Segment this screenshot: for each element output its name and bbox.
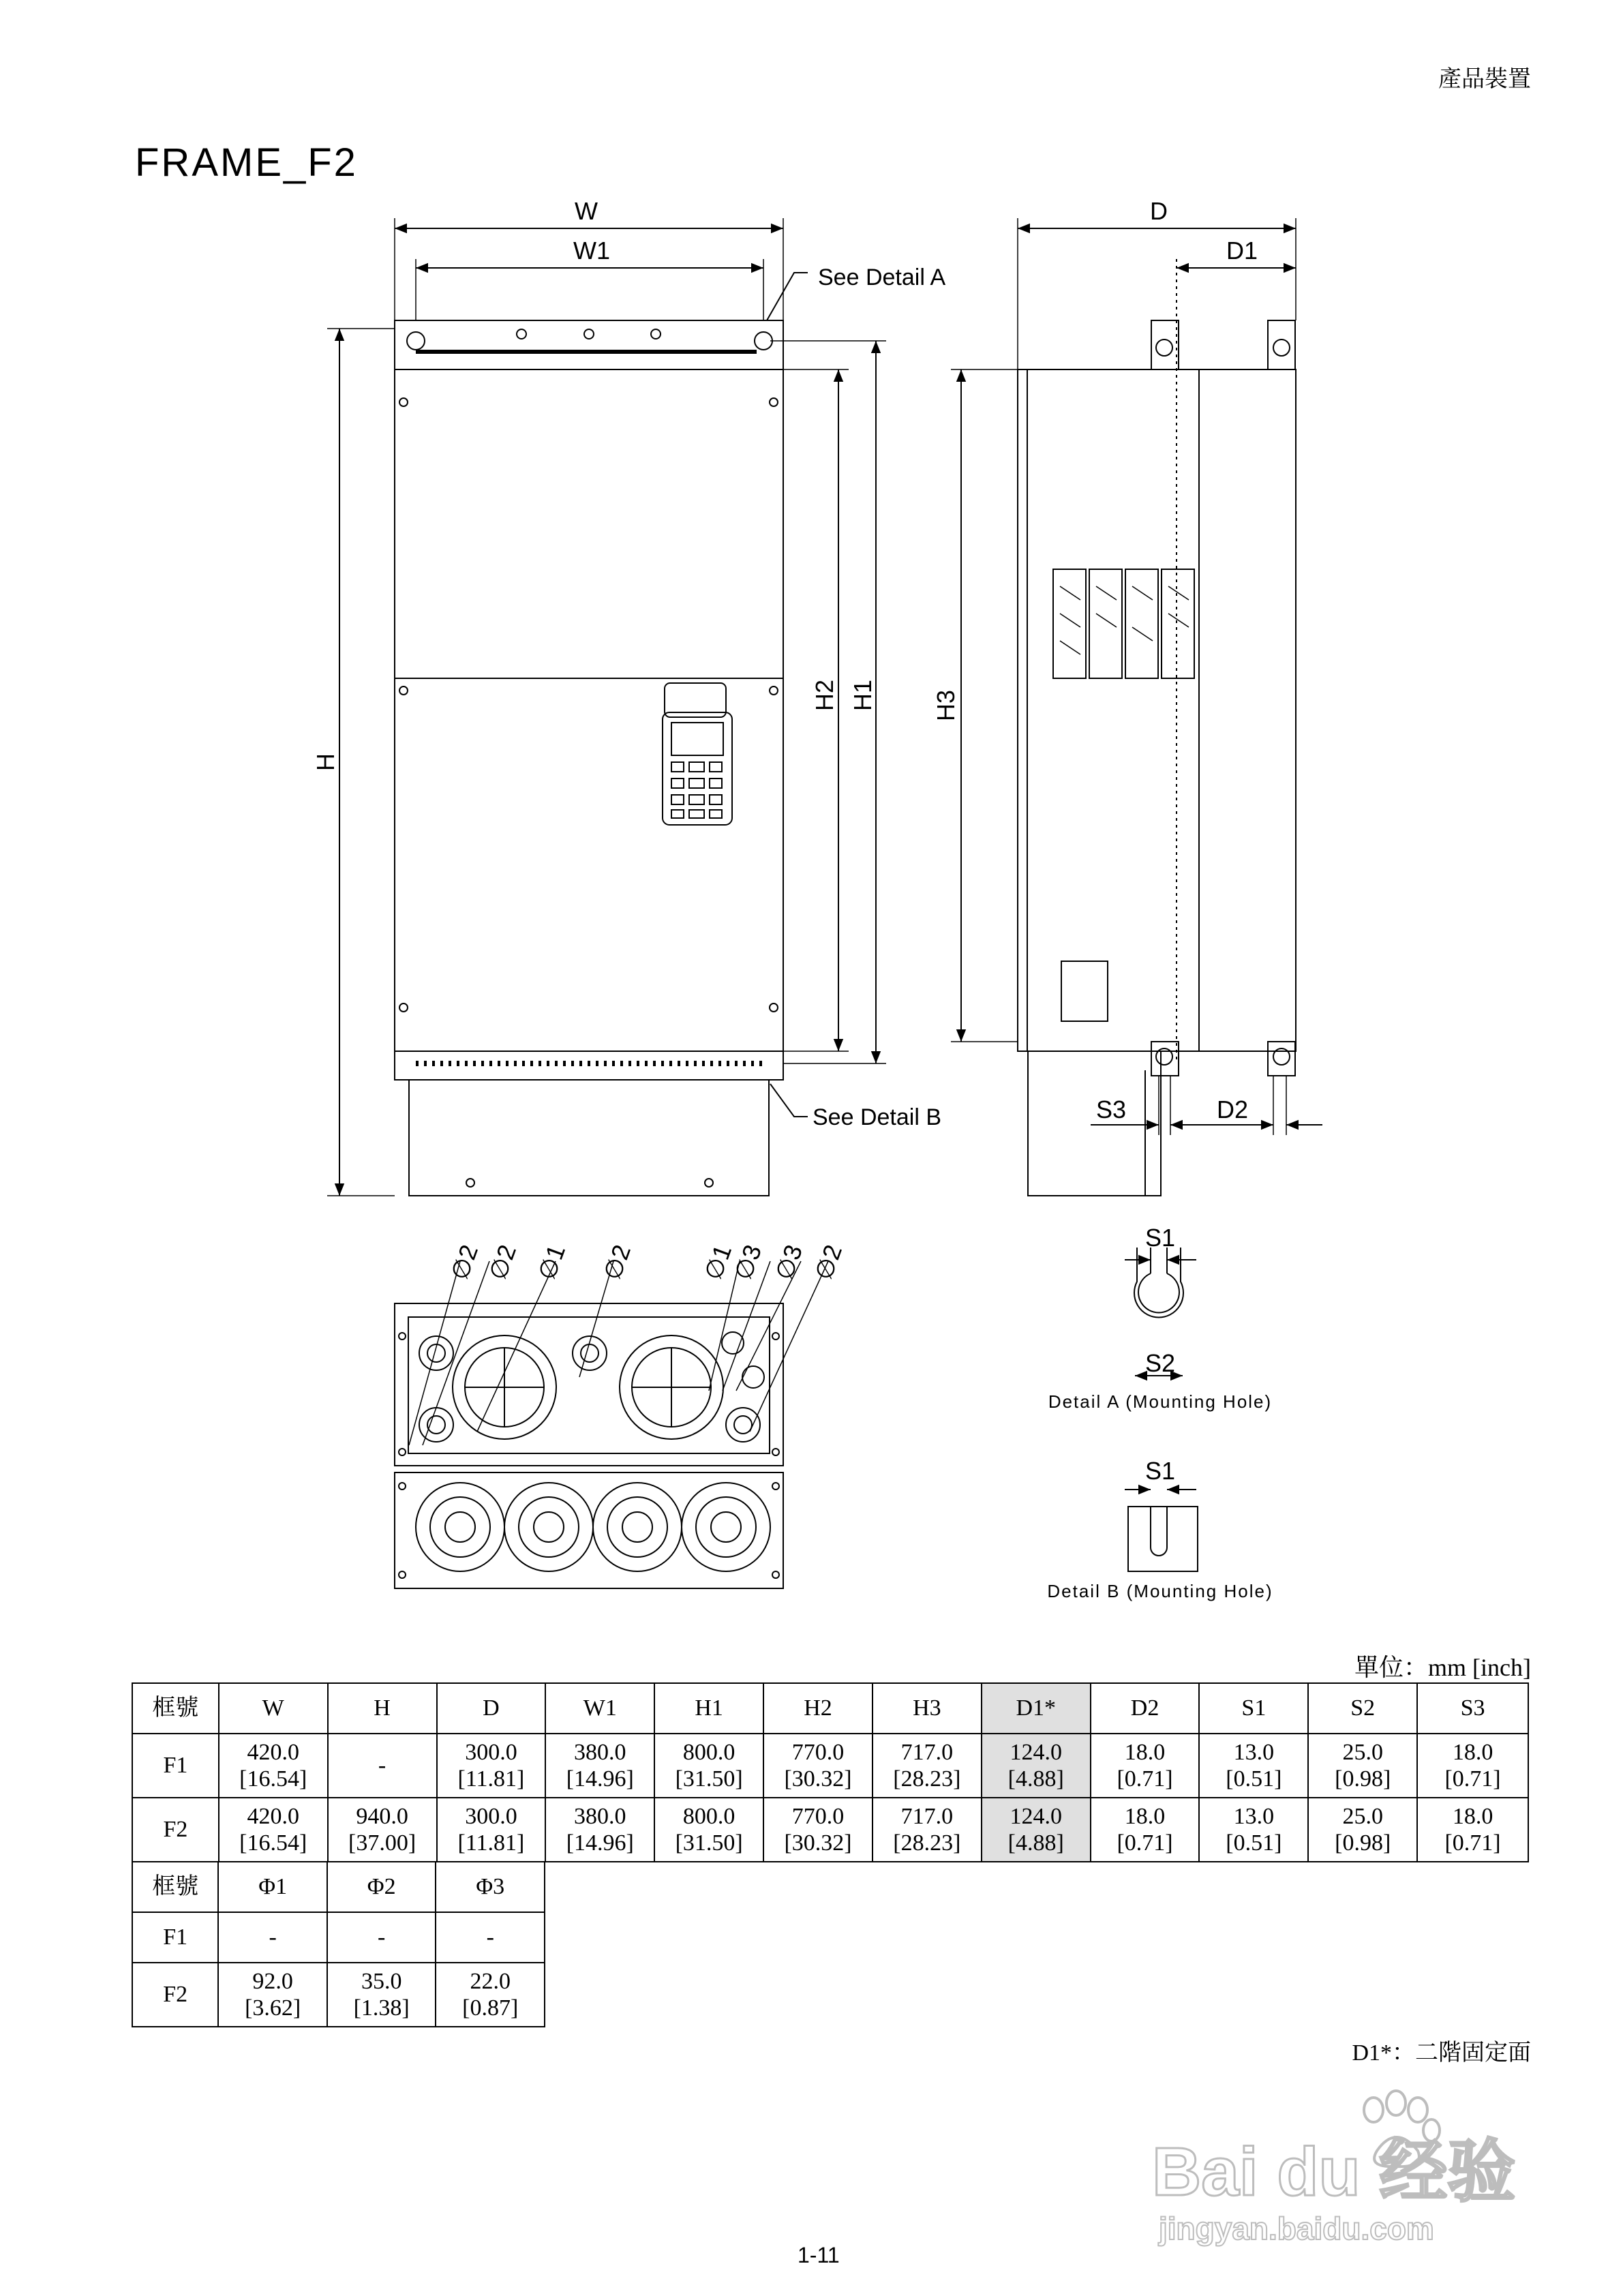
unit-label: 單位：mm [inch] <box>1354 1654 1531 1681</box>
value-cell: 25.0 [0.98] <box>1308 1734 1417 1798</box>
value-cell: 25.0 [0.98] <box>1308 1798 1417 1862</box>
page-number: 1-11 <box>798 2243 840 2267</box>
label-D2: D2 <box>1216 1096 1249 1123</box>
header-cell: S3 <box>1417 1683 1528 1734</box>
label-phi1-b: ∅1 <box>698 1241 738 1284</box>
table-header-row <box>132 1862 545 1912</box>
label-W1: W1 <box>573 237 610 265</box>
label-H3: H3 <box>932 689 960 722</box>
hole-diameter-table <box>132 1861 545 2027</box>
header-cell: W1 <box>545 1683 654 1734</box>
value-cell: 18.0 [0.71] <box>1091 1798 1200 1862</box>
value-cell: 13.0 [0.51] <box>1199 1798 1308 1862</box>
value-cell: - <box>327 1912 436 1963</box>
label-S3: S3 <box>1095 1096 1127 1123</box>
frame-cell: F1 <box>132 1912 218 1963</box>
value-cell: 22.0 [0.87] <box>436 1963 545 2027</box>
watermark-logo <box>1145 2086 1527 2250</box>
value-cell: 420.0 [16.54] <box>219 1798 328 1862</box>
header-cell: H <box>328 1683 437 1734</box>
value-cell: 800.0 [31.50] <box>654 1798 763 1862</box>
header-cell: Φ1 <box>218 1862 327 1912</box>
value-cell: 717.0 [28.23] <box>873 1734 982 1798</box>
value-cell: 35.0 [1.38] <box>327 1963 436 2027</box>
table-row <box>132 1963 545 2027</box>
header-cell: D2 <box>1091 1683 1200 1734</box>
value-cell: 770.0 [30.32] <box>763 1734 873 1798</box>
header-cell: H3 <box>873 1683 982 1734</box>
value-cell: 18.0 [0.71] <box>1091 1734 1200 1798</box>
dimension-table <box>132 1682 1529 1862</box>
value-cell: 18.0 [0.71] <box>1417 1798 1528 1862</box>
label-phi2-d: ∅2 <box>808 1241 848 1284</box>
label-phi3-b: ∅3 <box>769 1241 808 1284</box>
frame-cell: F2 <box>132 1963 218 2027</box>
label-S1-b: S1 <box>1144 1457 1176 1485</box>
table-row <box>132 1912 545 1963</box>
value-cell: 380.0 [14.96] <box>545 1798 654 1862</box>
frame-cell: F1 <box>132 1734 219 1798</box>
label-phi3-a: ∅3 <box>728 1241 768 1284</box>
label-H1: H1 <box>849 679 877 712</box>
value-cell: 300.0 [11.81] <box>437 1734 546 1798</box>
table-row <box>132 1798 1528 1862</box>
value-cell: 300.0 [11.81] <box>437 1798 546 1862</box>
value-cell: - <box>328 1734 437 1798</box>
label-H2: H2 <box>810 679 838 712</box>
value-cell: 800.0 [31.50] <box>654 1734 763 1798</box>
header-cell: W <box>219 1683 328 1734</box>
value-cell: 124.0 [4.88] <box>982 1798 1091 1862</box>
label-phi2-b: ∅2 <box>483 1241 522 1284</box>
footnote: D1*：二階固定面 <box>1352 2040 1531 2066</box>
header-cell: S1 <box>1199 1683 1308 1734</box>
header-cell: H2 <box>763 1683 873 1734</box>
label-H: H <box>312 753 339 771</box>
header-cell: S2 <box>1308 1683 1417 1734</box>
label-D: D <box>1150 197 1168 225</box>
section-title: 產品裝置 <box>1438 65 1531 93</box>
value-cell: 420.0 [16.54] <box>219 1734 328 1798</box>
value-cell: - <box>436 1912 545 1963</box>
header-cell: H1 <box>654 1683 763 1734</box>
detail-b-caption: Detail B (Mounting Hole) <box>1047 1581 1273 1601</box>
value-cell: 124.0 [4.88] <box>982 1734 1091 1798</box>
see-detail-b: See Detail B <box>813 1104 941 1130</box>
label-W: W <box>575 197 598 225</box>
value-cell: 940.0 [37.00] <box>328 1798 437 1862</box>
value-cell: 717.0 [28.23] <box>873 1798 982 1862</box>
see-detail-a: See Detail A <box>818 265 946 290</box>
label-S1-a: S1 <box>1144 1224 1176 1252</box>
value-cell: 18.0 [0.71] <box>1417 1734 1528 1798</box>
header-cell: 框號 <box>132 1683 219 1734</box>
label-phi2-c: ∅2 <box>597 1241 637 1284</box>
bottom-view <box>395 1261 828 1588</box>
value-cell: 380.0 [14.96] <box>545 1734 654 1798</box>
header-cell: Φ3 <box>436 1862 545 1912</box>
label-S2: S2 <box>1144 1349 1176 1377</box>
table-header-row <box>132 1683 1528 1734</box>
header-cell: D1* <box>982 1683 1091 1734</box>
value-cell: - <box>218 1912 327 1963</box>
detail-b-drawing <box>1125 1490 1198 1571</box>
side-view <box>1018 259 1296 1196</box>
frame-title: FRAME_F2 <box>135 140 358 185</box>
header-cell: 框號 <box>132 1862 218 1912</box>
front-view <box>395 320 783 1196</box>
label-D1: D1 <box>1226 237 1258 265</box>
value-cell: 770.0 [30.32] <box>763 1798 873 1862</box>
header-cell: D <box>437 1683 546 1734</box>
detail-a-caption: Detail A (Mounting Hole) <box>1048 1391 1273 1412</box>
frame-cell: F2 <box>132 1798 219 1862</box>
value-cell: 92.0 [3.62] <box>218 1963 327 2027</box>
header-cell: Φ2 <box>327 1862 436 1912</box>
watermark-url: jingyan.baidu.com <box>1159 2211 1434 2246</box>
value-cell: 13.0 [0.51] <box>1199 1734 1308 1798</box>
watermark-brand: Bai du 经验 <box>1152 2134 1516 2210</box>
label-phi1-a: ∅1 <box>532 1241 571 1284</box>
label-phi2-a: ∅2 <box>444 1241 484 1284</box>
table-row <box>132 1734 1528 1798</box>
